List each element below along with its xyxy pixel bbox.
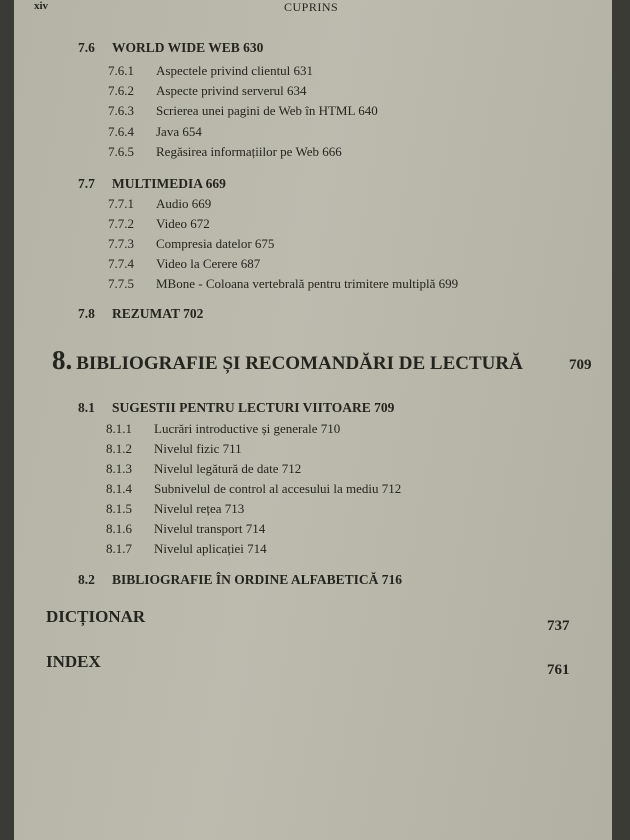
- entry-number: 7.7.5: [108, 276, 134, 291]
- toc-section-heading: [78, 572, 402, 588]
- section-title: BIBLIOGRAFIE ÎN ORDINE ALFABETICĂ 716: [112, 572, 403, 587]
- entry-title: Nivelul transport 714: [154, 521, 266, 536]
- entry-number: 7.6.1: [108, 63, 134, 78]
- toc-entry: [106, 461, 301, 477]
- part-page-number: 737: [547, 618, 570, 634]
- part-title-dictionar: DICȚIONAR: [46, 607, 146, 626]
- toc-entry: [106, 441, 242, 457]
- entry-number: 7.6.5: [108, 144, 134, 159]
- entry-title: MBone - Coloana vertebrală pentru trimitere multiplă 699: [156, 276, 459, 291]
- entry-title: Video la Cerere 687: [156, 256, 261, 271]
- entry-number: 7.6.2: [108, 83, 134, 98]
- entry-number: 7.7.3: [108, 236, 134, 251]
- part-page-number: 761: [547, 662, 570, 678]
- toc-entry: [106, 541, 267, 557]
- section-number: 8.1: [78, 400, 95, 415]
- toc-section-heading: [78, 306, 203, 322]
- toc-entry: [106, 501, 244, 517]
- entry-number: 8.1.2: [106, 441, 132, 456]
- toc-entry: [108, 236, 274, 252]
- page-folio: xiv: [34, 0, 49, 12]
- section-title: MULTIMEDIA 669: [112, 176, 226, 191]
- toc-entry: [108, 63, 313, 79]
- entry-title: Compresia datelor 675: [156, 236, 275, 251]
- running-title: CUPRINS: [284, 0, 339, 14]
- entry-number: 7.6.3: [108, 103, 134, 118]
- toc-entry: [106, 481, 401, 497]
- toc-section-heading: [78, 176, 226, 192]
- entry-title: Nivelul aplicației 714: [154, 541, 267, 556]
- entry-number: 7.7.1: [108, 196, 134, 211]
- toc-entry: [108, 256, 260, 272]
- toc-entry: [108, 276, 458, 292]
- chapter-number: 8.: [52, 345, 73, 375]
- toc-entry: [108, 196, 211, 212]
- entry-number: 7.6.4: [108, 124, 134, 139]
- entry-title: Subnivelul de control al accesului la mediu 712: [154, 481, 402, 496]
- entry-title: Lucrări introductive și generale 710: [154, 421, 341, 436]
- chapter-page-number: 709: [569, 357, 592, 373]
- entry-title: Aspecte privind serverul 634: [156, 83, 307, 98]
- section-title: SUGESTII PENTRU LECTURI VIITOARE 709: [112, 400, 395, 415]
- entry-number: 8.1.4: [106, 481, 132, 496]
- entry-title: Scrierea unei pagini de Web în HTML 640: [156, 103, 378, 118]
- entry-number: 8.1.1: [106, 421, 132, 436]
- entry-title: Regăsirea informațiilor pe Web 666: [156, 144, 342, 159]
- toc-section-heading: [78, 40, 263, 56]
- section-number: 7.7: [78, 176, 95, 191]
- toc-entry: [108, 144, 342, 160]
- entry-number: 8.1.6: [106, 521, 132, 536]
- entry-title: Nivelul fizic 711: [154, 441, 242, 456]
- toc-entry: [106, 521, 265, 537]
- section-number: 7.8: [78, 306, 95, 321]
- entry-title: Nivelul rețea 713: [154, 501, 245, 516]
- entry-title: Video 672: [156, 216, 210, 231]
- toc-entry: [108, 83, 307, 99]
- chapter-heading: [52, 345, 523, 376]
- entry-title: Audio 669: [156, 196, 212, 211]
- entry-number: 7.7.4: [108, 256, 134, 271]
- section-title: WORLD WIDE WEB 630: [112, 40, 264, 55]
- entry-number: 8.1.3: [106, 461, 132, 476]
- entry-number: 7.7.2: [108, 216, 134, 231]
- chapter-title: BIBLIOGRAFIE ȘI RECOMANDĂRI DE LECTURĂ: [76, 353, 523, 374]
- entry-title: Java 654: [156, 124, 202, 139]
- toc-entry: [108, 124, 202, 140]
- section-number: 8.2: [78, 572, 95, 587]
- entry-number: 8.1.7: [106, 541, 132, 556]
- entry-title: Nivelul legătură de date 712: [154, 461, 302, 476]
- entry-title: Aspectele privind clientul 631: [156, 63, 314, 78]
- book-page: [14, 0, 612, 840]
- section-number: 7.6: [78, 40, 95, 55]
- toc-entry: [108, 103, 378, 119]
- toc-entry: [108, 216, 210, 232]
- section-title: REZUMAT 702: [112, 306, 204, 321]
- part-title-index: INDEX: [46, 652, 101, 671]
- toc-entry: [106, 421, 340, 437]
- entry-number: 8.1.5: [106, 501, 132, 516]
- toc-section-heading: [78, 400, 394, 416]
